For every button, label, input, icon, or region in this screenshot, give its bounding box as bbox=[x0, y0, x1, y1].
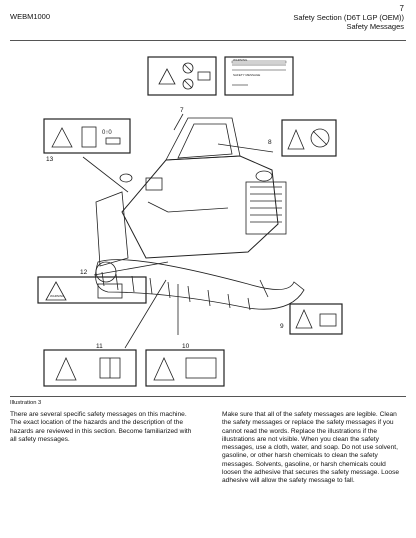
label-safety-text: SAFETY MESSAGE bbox=[233, 73, 261, 77]
section-title: Safety Section (D6T LGP (OEM)) bbox=[293, 13, 404, 22]
callout-9: 9 bbox=[280, 323, 284, 330]
page-header bbox=[293, 4, 404, 31]
machine-diagram bbox=[28, 52, 348, 392]
body-paragraph-1: There are several specific safety messages on this machine. The exact location of the hazards and the description of the hazards are reviewed in this section. Become familiarized with all safety messages. bbox=[10, 411, 192, 443]
label-small-text: WARNING bbox=[50, 294, 65, 298]
subsection-title: Safety Messages bbox=[346, 22, 404, 31]
caption-rule bbox=[10, 396, 406, 397]
callout-11: 11 bbox=[96, 343, 103, 350]
callout-10: 10 bbox=[182, 343, 190, 350]
callout-7: 7 bbox=[180, 107, 184, 114]
label-warning-text: WARNING bbox=[233, 58, 248, 62]
page-number: 7 bbox=[399, 4, 404, 13]
callout-12: 12 bbox=[80, 269, 88, 276]
body-paragraph-2: Make sure that all of the safety messages are legible. Clean the safety messages or replace the safety messages if you cannot read the words. Replace the illustrations if the illustrations are not visible. When you clean the safety messages, use a cloth, water, and soap. Do not use solvent, gasoline, or other harsh chemicals to clean the safety messages. Solvents, gasoline, or harsh chemicals could loosen the adhesive that secures the safety message. Loose adhesive will allow the safety message to fall. bbox=[222, 411, 400, 485]
doc-id: WEBM1000 bbox=[10, 12, 51, 21]
callout-8: 8 bbox=[268, 139, 272, 146]
illustration-caption: Illustration 3 bbox=[10, 400, 42, 406]
svg-text:0↑0: 0↑0 bbox=[102, 130, 112, 136]
header-rule bbox=[10, 40, 406, 41]
safety-illustration bbox=[28, 52, 348, 392]
callout-13: 13 bbox=[46, 156, 54, 163]
